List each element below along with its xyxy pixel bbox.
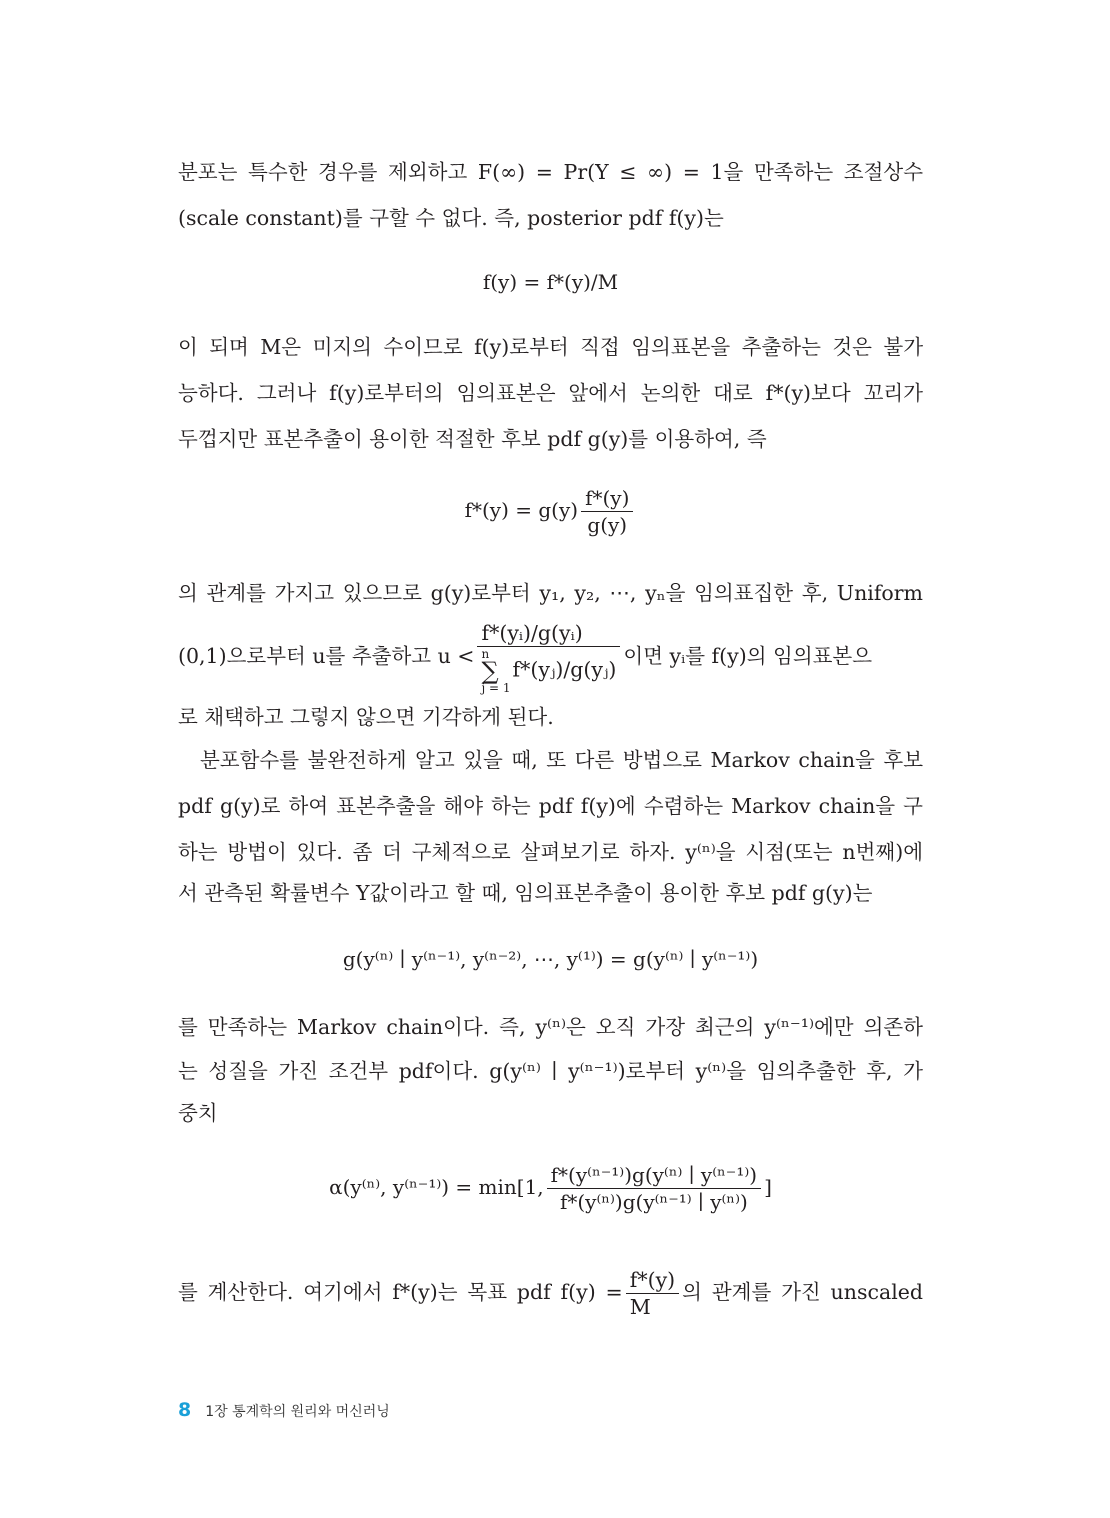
paragraph-line-16-start: 를 계산한다. 여기에서 f*(y)는 목표 pdf f(y) = xyxy=(178,1280,623,1304)
paragraph-line-1: 분포는 특수한 경우를 제외하고 F(∞) = Pr(Y ≤ ∞) = 1을 만족하는 조절상수 xyxy=(178,160,923,184)
paragraph-line-12: 서 관측된 확률변수 Y값이라고 할 때, 임의표본추출이 용이한 후보 pdf g(y)는 xyxy=(178,881,873,905)
paragraph-line-16 xyxy=(178,1262,923,1322)
equation-2-fraction xyxy=(581,486,633,537)
page-footer xyxy=(178,1399,390,1421)
equation-2 xyxy=(178,486,923,537)
equation-4-denominator: f*(y⁽ⁿ⁾)g(y⁽ⁿ⁻¹⁾ ∣ y⁽ⁿ⁾) xyxy=(559,1190,748,1214)
paragraph-line-5: 두껍지만 표본추출이 용이한 적절한 후보 pdf g(y)를 이용하여, 즉 xyxy=(178,427,767,451)
paragraph-line-7-end: 이면 yᵢ를 f(y)의 임의표본으 xyxy=(623,644,873,668)
equation-4 xyxy=(178,1163,923,1214)
target-pdf-denominator: M xyxy=(629,1295,651,1319)
equation-1: f(y) = f*(y)/M xyxy=(482,270,619,294)
paragraph-line-10: pdf g(y)로 하여 표본추출을 해야 하는 pdf f(y)에 수렴하는 Markov chain을 구 xyxy=(178,794,923,818)
paragraph-line-8: 로 채택하고 그렇지 않으면 기각하게 된다. xyxy=(178,705,554,729)
target-pdf-numerator: f*(y) xyxy=(626,1268,679,1294)
chapter-title: 1장 통계학의 원리와 머신러닝 xyxy=(205,1404,390,1420)
equation-2-numerator: f*(y) xyxy=(581,486,633,512)
paragraph-line-2: (scale constant)를 구할 수 없다. 즉, posterior pdf f(y)는 xyxy=(178,206,724,230)
inline-fraction xyxy=(477,621,620,694)
page-number: 8 xyxy=(178,1399,192,1421)
equation-3: g(y⁽ⁿ⁾ ∣ y⁽ⁿ⁻¹⁾, y⁽ⁿ⁻²⁾, ⋯, y⁽¹⁾) = g(y⁽ⁿ⁾ ∣ y⁽ⁿ⁻¹⁾) xyxy=(342,947,759,971)
paragraph-line-6: 의 관계를 가지고 있으므로 g(y)로부터 y₁, y₂, ⋯, yₙ을 임의표집한 후, Uniform xyxy=(178,581,923,605)
summation-sigma-icon: ∑ xyxy=(481,657,499,685)
inline-fraction-numerator: f*(yᵢ)/g(yᵢ) xyxy=(477,621,620,647)
target-pdf-fraction xyxy=(626,1268,679,1319)
equation-2-denominator: g(y) xyxy=(587,513,628,537)
summation-upper: n xyxy=(481,647,490,661)
paragraph-line-3: 이 되며 M은 미지의 수이므로 f(y)로부터 직접 임의표본을 추출하는 것은 불가 xyxy=(178,335,923,359)
summation-lower: j = 1 xyxy=(481,681,511,695)
equation-4-close: ] xyxy=(764,1175,772,1199)
paragraph-line-14: 는 성질을 가진 조건부 pdf이다. g(y⁽ⁿ⁾ ∣ y⁽ⁿ⁻¹⁾)로부터 y⁽ⁿ⁾을 임의추출한 후, 가 xyxy=(178,1059,923,1083)
paragraph-line-7-start: (0,1)으로부터 u를 추출하고 u < xyxy=(178,644,475,668)
equation-4-lhs: α(y⁽ⁿ⁾, y⁽ⁿ⁻¹⁾) = min[1, xyxy=(329,1175,544,1199)
equation-4-numerator: f*(y⁽ⁿ⁻¹⁾)g(y⁽ⁿ⁾ ∣ y⁽ⁿ⁻¹⁾) xyxy=(547,1163,761,1189)
paragraph-line-11: 하는 방법이 있다. 좀 더 구체적으로 살펴보기로 하자. y⁽ⁿ⁾을 시점(또는 n번째)에 xyxy=(178,840,923,864)
summation xyxy=(481,648,510,694)
paragraph-line-16-end: 의 관계를 가진 unscaled xyxy=(682,1280,924,1304)
inline-fraction-denominator xyxy=(477,647,620,694)
paragraph-line-4: 능하다. 그러나 f(y)로부터의 임의표본은 앞에서 논의한 대로 f*(y)보다 꼬리가 xyxy=(178,381,923,405)
equation-4-fraction xyxy=(547,1163,761,1214)
paragraph-line-13: 를 만족하는 Markov chain이다. 즉, y⁽ⁿ⁾은 오직 가장 최근의 y⁽ⁿ⁻¹⁾에만 의존하 xyxy=(178,1015,923,1039)
paragraph-line-9: 분포함수를 불완전하게 알고 있을 때, 또 다른 방법으로 Markov chain을 후보 xyxy=(200,748,923,772)
summation-term: f*(yⱼ)/g(yⱼ) xyxy=(512,657,617,682)
paragraph-line-15: 중치 xyxy=(178,1101,218,1125)
paragraph-line-7 xyxy=(178,611,923,701)
equation-2-lhs: f*(y) = g(y) xyxy=(464,498,579,522)
